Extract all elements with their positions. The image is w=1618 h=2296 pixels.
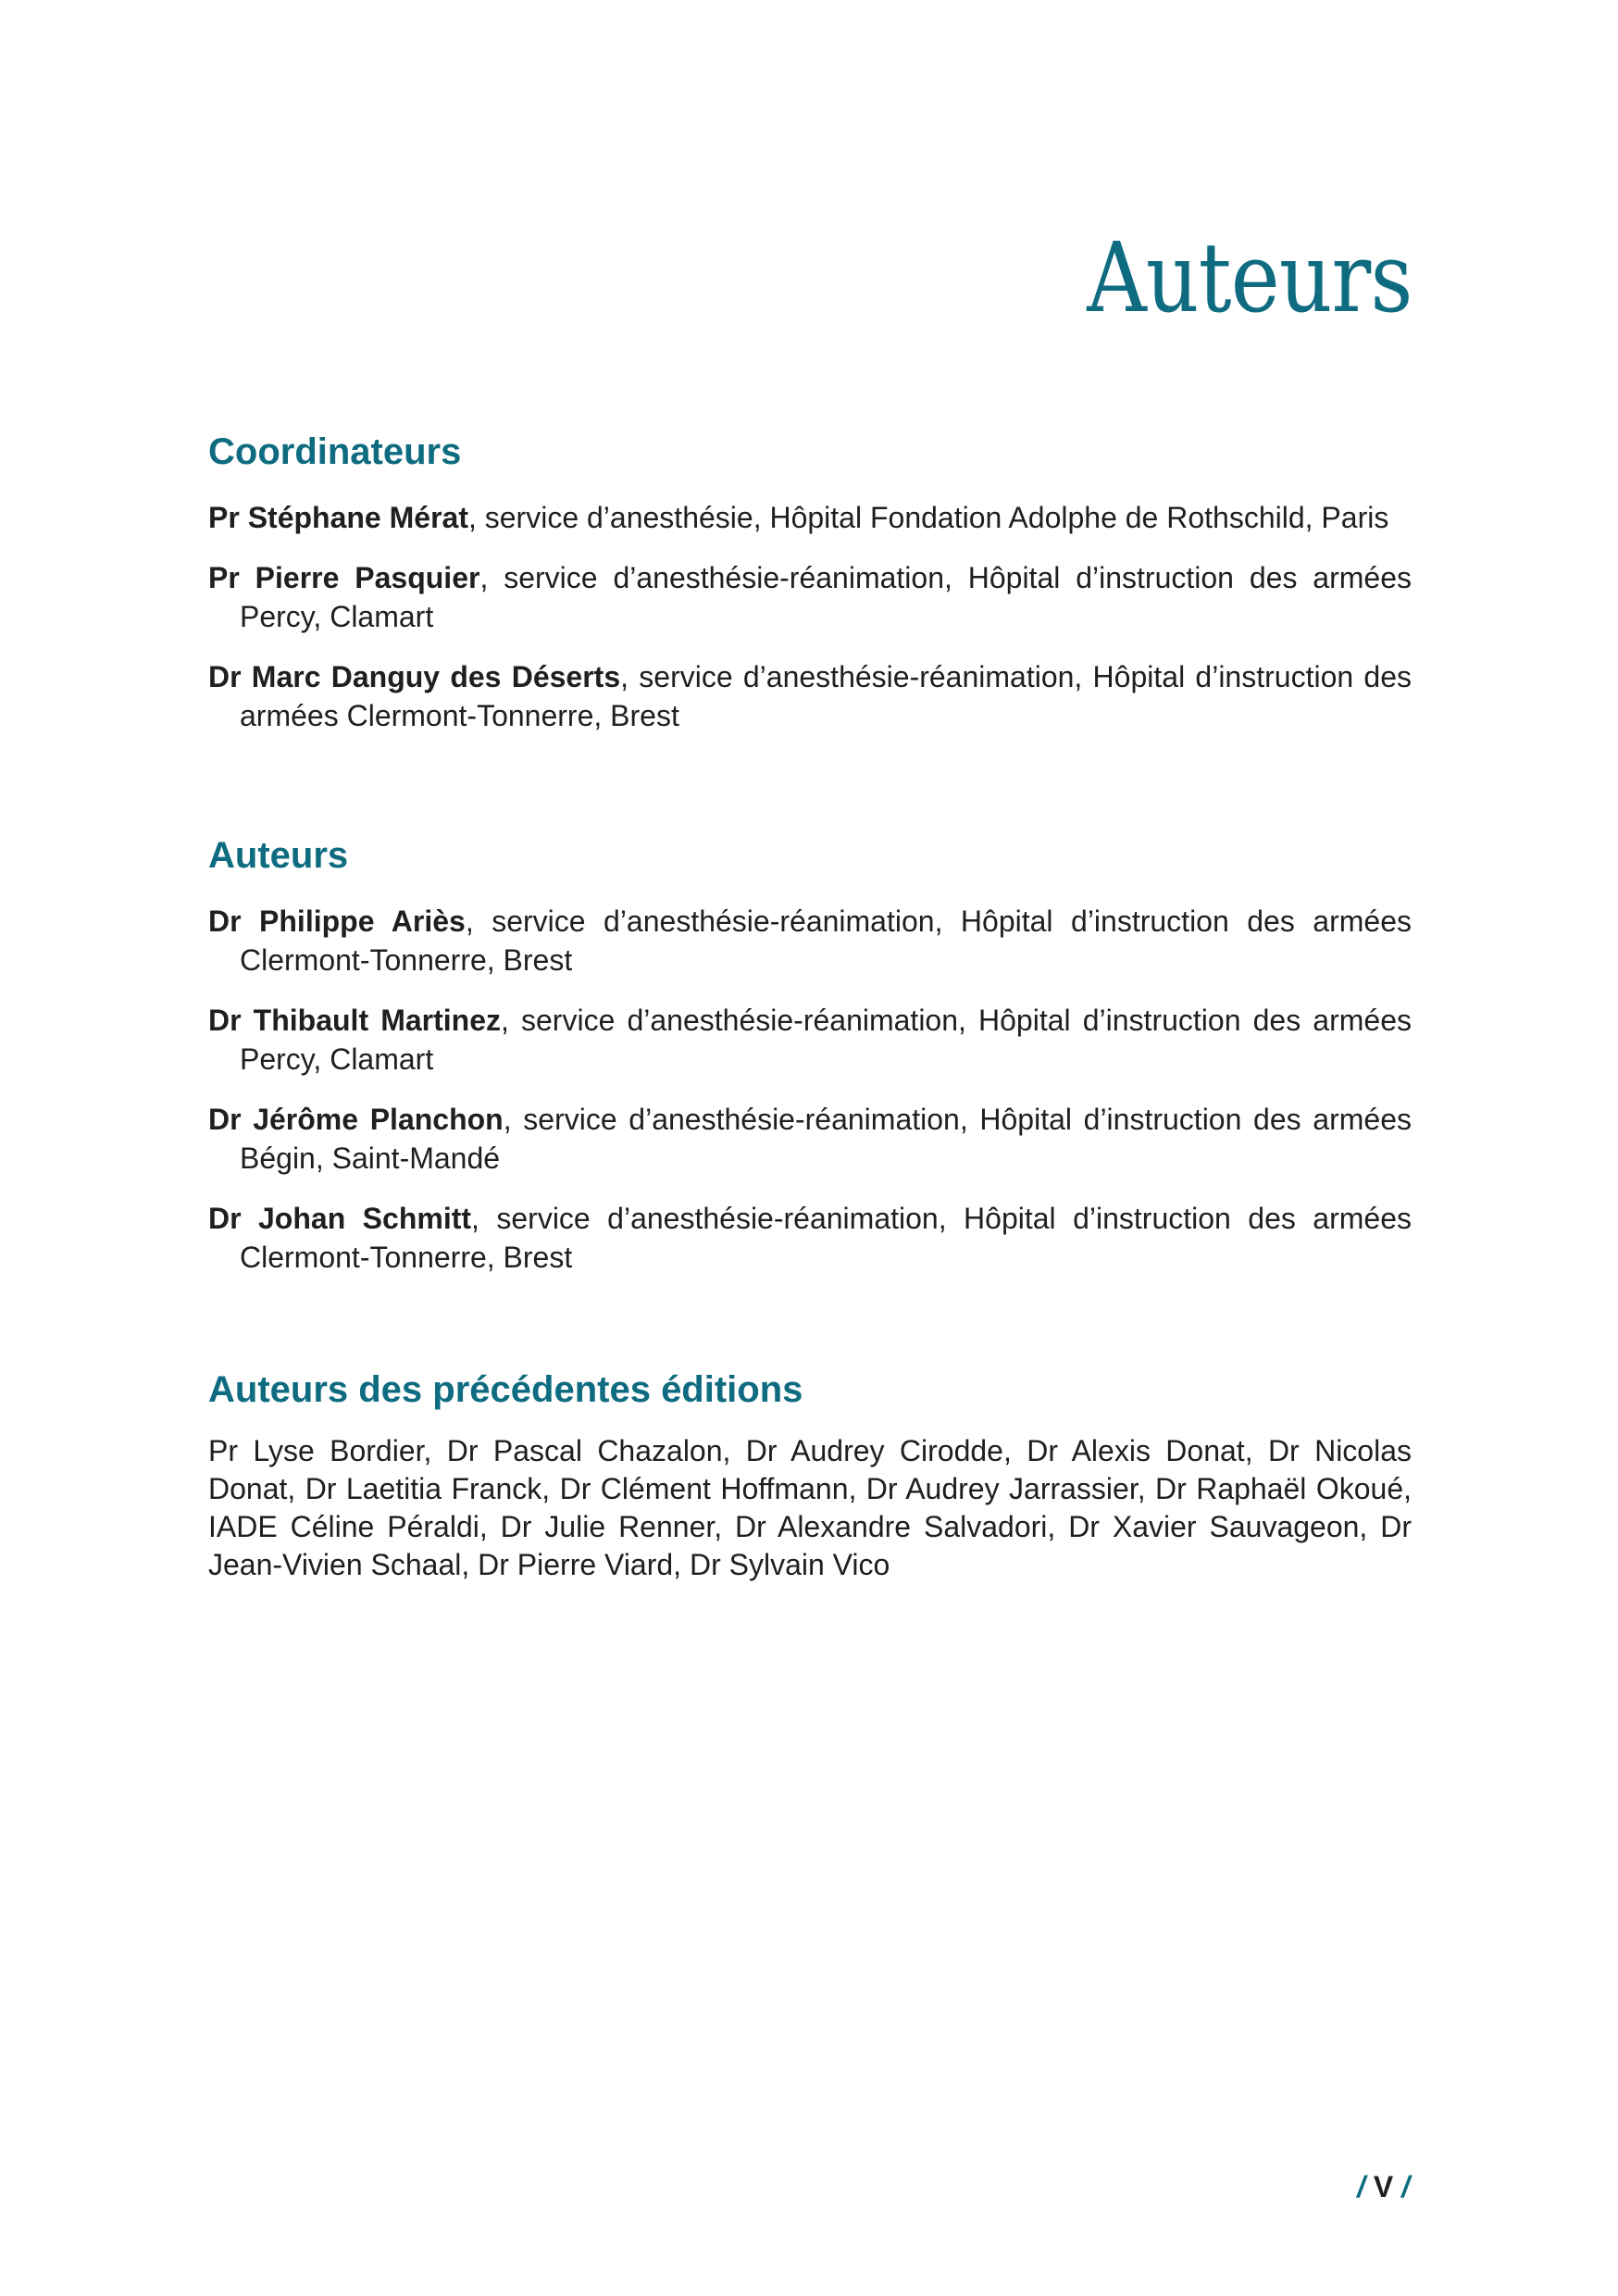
author-name: Dr Johan Schmitt <box>208 1202 472 1235</box>
section-coordinateurs <box>208 430 1412 735</box>
author-entry <box>208 657 1412 735</box>
page-number-value: V <box>1373 2170 1394 2203</box>
section-heading: Auteurs <box>208 835 349 876</box>
page-number-suffix: / <box>1401 2170 1410 2203</box>
author-entry <box>208 902 1412 980</box>
author-affiliation: , service d’anesthésie-réanimation, Hôpital d’instruction des armées Clermont-Tonnerre, Brest <box>240 660 1413 732</box>
section-heading: Auteurs des précédentes éditions <box>208 1369 803 1410</box>
section-heading: Coordinateurs <box>208 431 462 472</box>
author-entry <box>208 498 1412 537</box>
author-entry <box>208 1199 1412 1277</box>
previous-authors-list: Pr Lyse Bordier, Dr Pascal Chazalon, Dr Audrey Cirodde, Dr Alexis Donat, Dr Nicolas Donat, Dr Laetitia Franck, Dr Clément Hoffmann, Dr Audrey Jarrassier, Dr Raphaël Okoué, IADE Céline Péraldi, Dr Julie Renner, Dr Alexandre Salvadori, Dr Xavier Sauvageon, Dr Jean-Vivien Schaal, Dr Pierre Viard, Dr Sylvain Vico <box>208 1434 1412 1581</box>
author-name: Dr Marc Danguy des Déserts <box>208 660 621 693</box>
author-entry <box>208 1100 1412 1178</box>
author-affiliation: , service d’anesthésie-réanimation, Hôpital d’instruction des armées Clermont-Tonnerre, Brest <box>240 1202 1413 1274</box>
author-affiliation: , service d’anesthésie-réanimation, Hôpital d’instruction des armées Bégin, Saint-Mandé <box>240 1103 1413 1175</box>
author-affiliation: , service d’anesthésie-réanimation, Hôpital d’instruction des armées Percy, Clamart <box>240 1004 1412 1076</box>
author-entry <box>208 1001 1412 1079</box>
author-name: Pr Stéphane Mérat <box>208 501 468 534</box>
page-number <box>1357 2170 1410 2204</box>
author-name: Dr Philippe Ariès <box>208 905 466 938</box>
author-affiliation: , service d’anesthésie, Hôpital Fondation Adolphe de Rothschild, Paris <box>467 501 1389 534</box>
author-name: Dr Jérôme Planchon <box>208 1103 504 1136</box>
page-number-prefix: / <box>1357 2170 1365 2203</box>
author-name: Dr Thibault Martinez <box>208 1004 501 1037</box>
author-affiliation: , service d’anesthésie-réanimation, Hôpital d’instruction des armées Clermont-Tonnerre, Brest <box>240 905 1413 977</box>
author-entry <box>208 558 1412 636</box>
section-auteurs <box>208 833 1412 1277</box>
author-affiliation: , service d’anesthésie-réanimation, Hôpital d’instruction des armées Percy, Clamart <box>240 561 1413 633</box>
section-previous-authors <box>208 1367 1412 1584</box>
author-name: Pr Pierre Pasquier <box>208 561 480 594</box>
page-title: Auteurs <box>1086 221 1412 334</box>
